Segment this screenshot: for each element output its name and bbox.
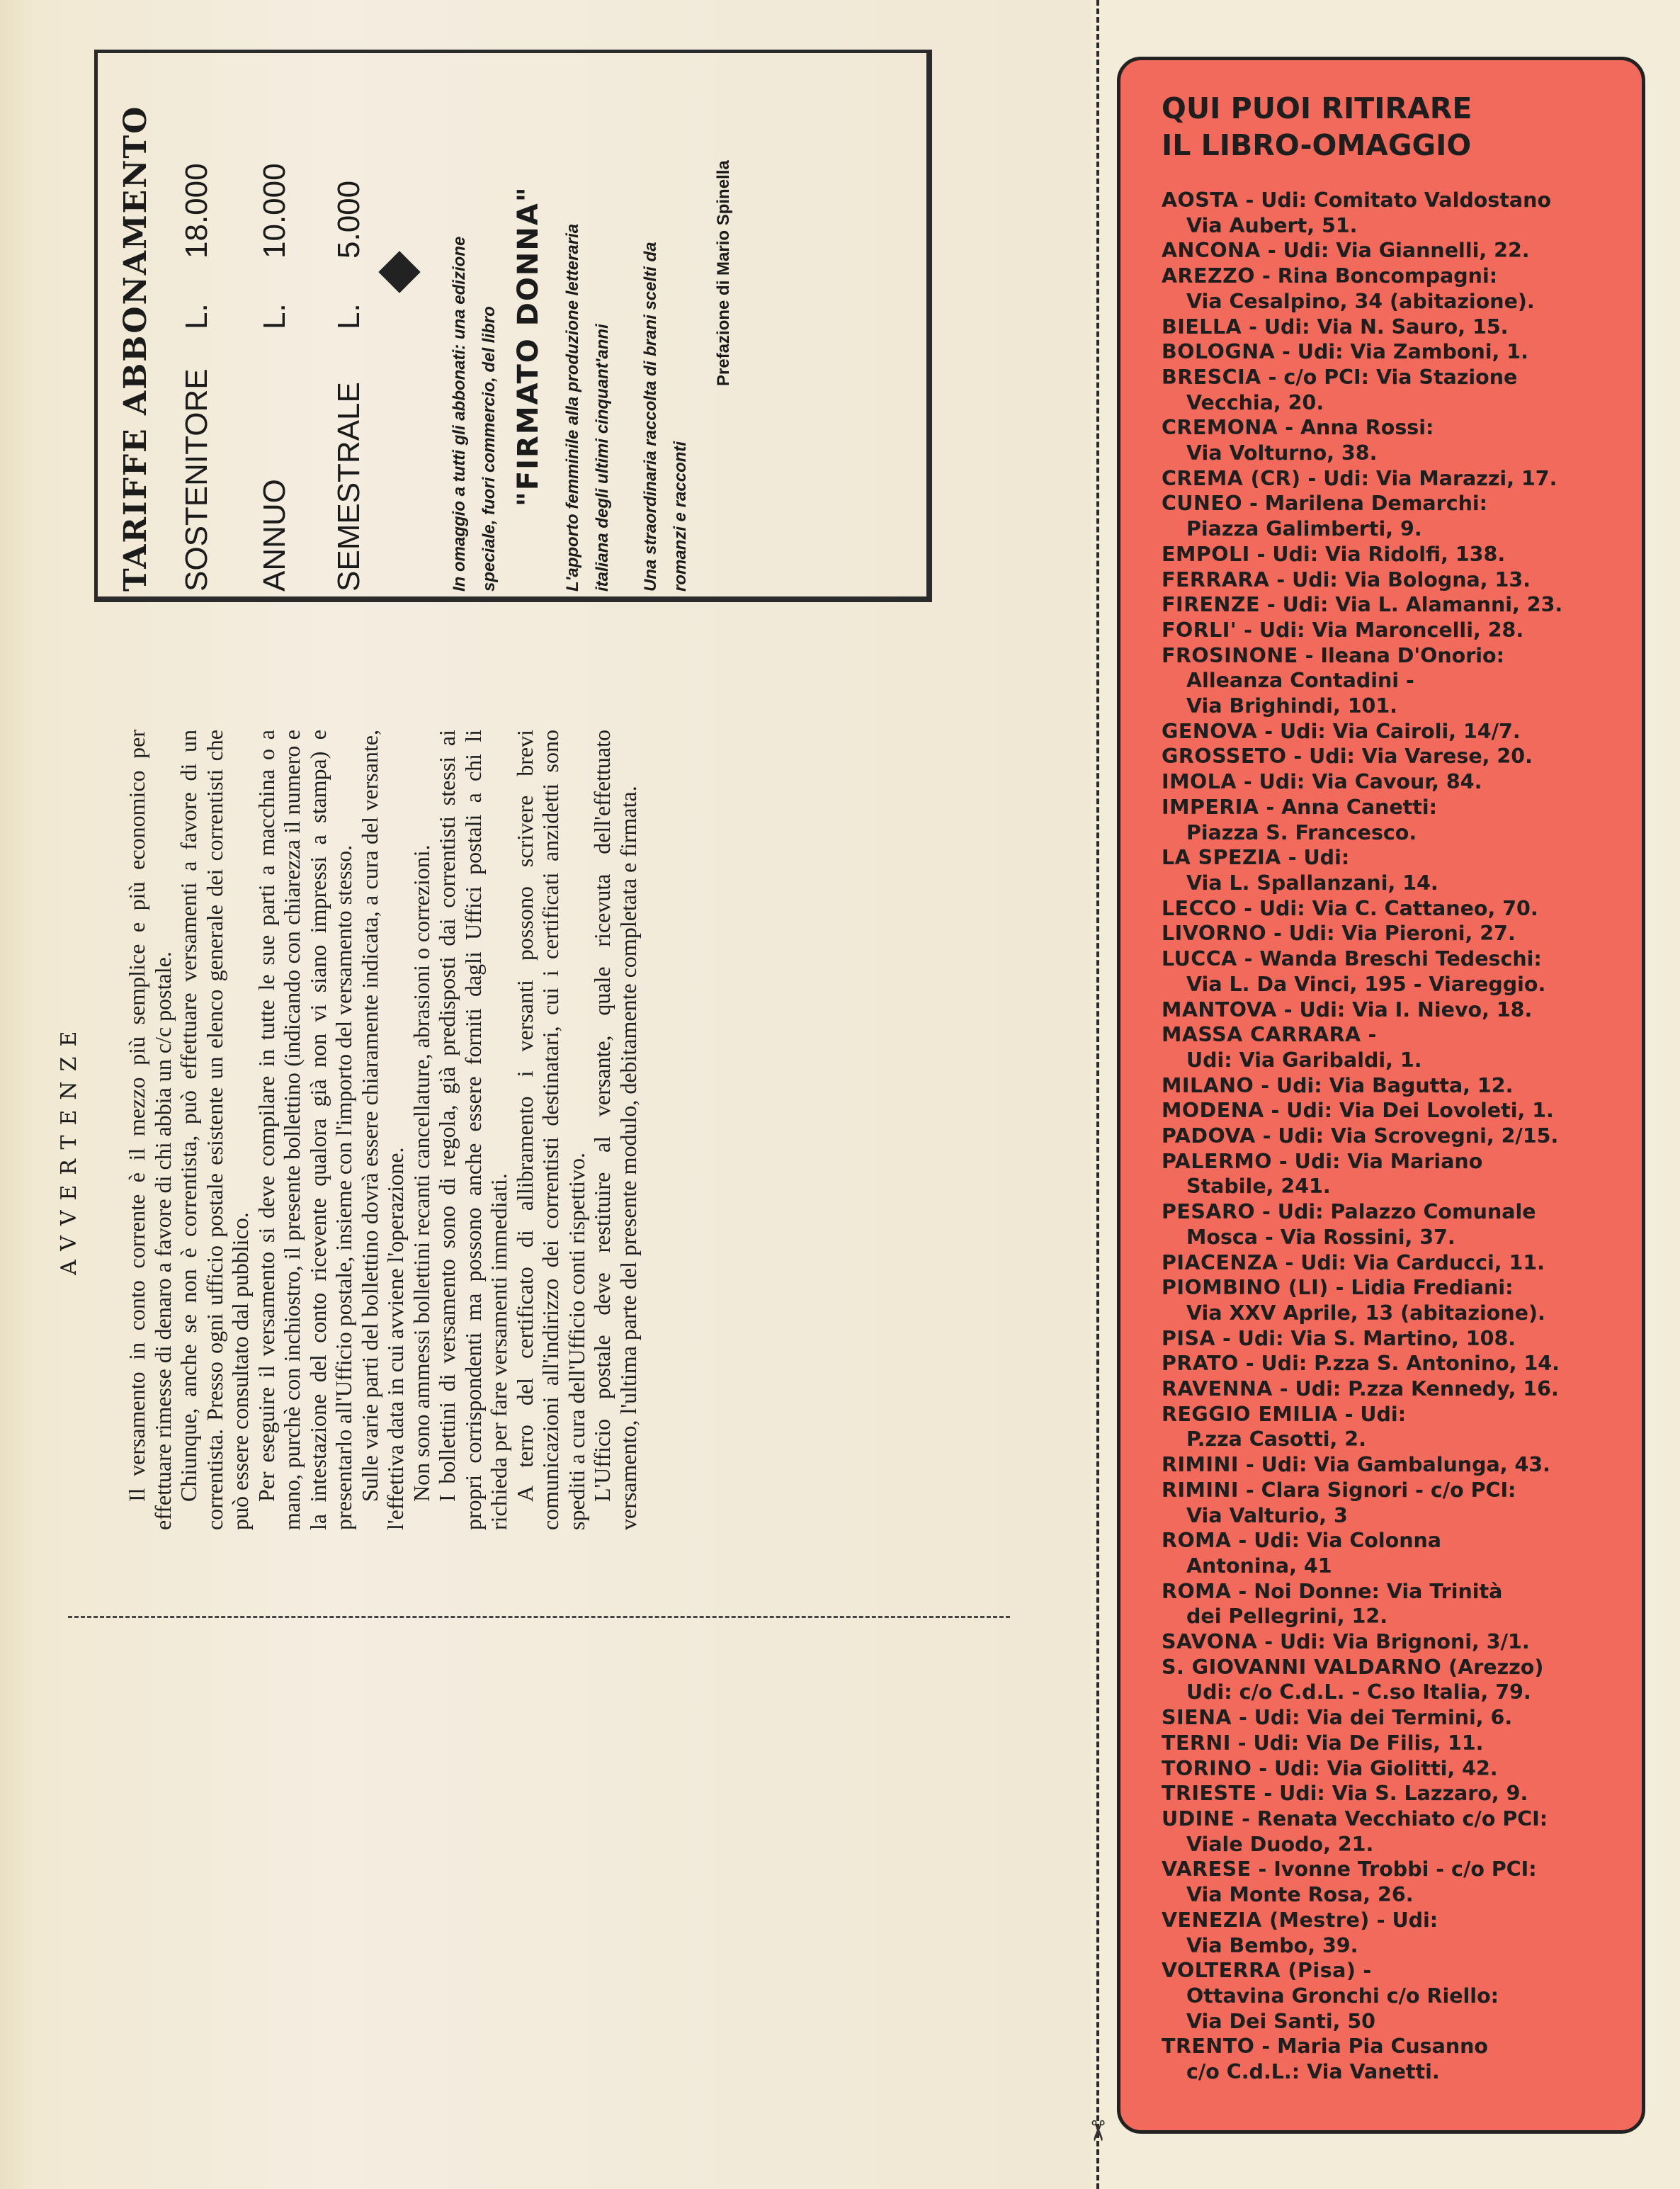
location-entry <box>1162 1705 1643 1731</box>
location-city: PISA <box>1162 1326 1216 1350</box>
location-entry <box>1162 1806 1643 1857</box>
location-city: AREZZO <box>1162 264 1256 288</box>
rate-label: SEMESTRALE <box>331 382 366 592</box>
location-city: FIRENZE <box>1162 593 1260 617</box>
location-address: - Udi: Via Zamboni, 1. <box>1275 340 1528 364</box>
location-entry <box>1162 264 1643 314</box>
location-entry <box>1162 896 1643 922</box>
book-description: italiana degli ultimi cinquant'anni <box>593 324 612 592</box>
rate-currency: L. <box>179 303 214 329</box>
book-description: Una straordinaria raccolta di brani scelti da <box>641 242 660 592</box>
location-address-continued: Udi: c/o C.d.L. - C.so Italia, 79. <box>1186 1680 1531 1704</box>
location-address: - <box>1361 1023 1377 1047</box>
avvertenze-body <box>124 730 641 1530</box>
tariffe-content <box>112 81 933 592</box>
location-city: BOLOGNA <box>1162 340 1276 364</box>
location-address: - Udi: Via dei Termini, 6. <box>1232 1706 1513 1730</box>
location-address: - Anna Rossi: <box>1278 416 1434 440</box>
location-address: - Wanda Breschi Tedeschi: <box>1237 947 1542 971</box>
location-city: LUCCA <box>1162 947 1237 971</box>
location-entry <box>1162 1098 1643 1124</box>
avvertenze-paragraph: Non sono ammessi bollettini recanti cancellature, abrasioni o correzioni. <box>408 844 434 1502</box>
rate-row <box>257 81 300 592</box>
location-city: VENEZIA (Mestre) <box>1162 1908 1370 1932</box>
location-address-continued: Antonina, 41 <box>1186 1554 1332 1578</box>
location-entry <box>1162 365 1643 415</box>
location-city: AOSTA <box>1162 188 1239 212</box>
location-entry <box>1162 1857 1643 1907</box>
location-entry <box>1162 315 1643 340</box>
avvertenze-paragraph: A terro del certificato di allibramento i versanti possono scrivere brevi comunicazioni all'indirizzo dei correntisti destinatari, cui i certificati anzidetti sono spediti a cura dell'Ufficio conti rispettivo. <box>511 730 589 1530</box>
location-address: - Noi Donne: Via Trinità <box>1231 1579 1503 1603</box>
location-address: - Udi: Via Pieroni, 27. <box>1266 922 1516 946</box>
location-address: - Udi: Via Marazzi, 17. <box>1300 466 1557 490</box>
location-address: - Udi: P.zza S. Antonino, 14. <box>1238 1352 1560 1376</box>
location-address: - Udi: <box>1281 846 1350 870</box>
location-address-continued: Piazza S. Francesco. <box>1186 820 1417 844</box>
location-address-continued: Alleanza Contadini - <box>1186 669 1414 693</box>
avvertenze-paragraph: Il versamento in conto corrente è il mezzo più semplice e più economico per effettuare rimesse di denaro a favore di chi abbia un c/c postale. <box>124 730 176 1530</box>
location-city: RIMINI <box>1162 1453 1239 1477</box>
location-address: - Anna Canetti: <box>1259 795 1438 819</box>
book-title: "FIRMATO DONNA" <box>512 186 545 507</box>
location-entry <box>1162 1402 1643 1452</box>
location-address: - Udi: <box>1369 1908 1438 1932</box>
location-address-continued: Via L. Spallanzani, 14. <box>1186 871 1438 895</box>
location-address-continued: Via Valturio, 3 <box>1186 1503 1348 1527</box>
location-address-continued: dei Pellegrini, 12. <box>1186 1605 1388 1629</box>
location-address-continued: Via Aubert, 51. <box>1186 213 1358 237</box>
avvertenze-title: AVVERTENZE <box>57 1021 81 1275</box>
location-entry <box>1162 1756 1643 1782</box>
avvertenze-paragraph: Chiunque, anche se non è correntista, può effettuare versamenti a favore di un correntista. Presso ogni ufficio postale esistente un elenco generale dei correntisti che può essere consultato dal pubblico. <box>176 730 253 1530</box>
location-city: MODENA <box>1162 1099 1264 1123</box>
location-address: - Marilena Demarchi: <box>1242 492 1488 516</box>
location-city: GROSSETO <box>1162 745 1287 769</box>
rate-amount: 18.000 <box>179 163 214 259</box>
location-address: - Udi: Via Giolitti, 42. <box>1252 1756 1498 1780</box>
location-address-continued: Udi: Via Garibaldi, 1. <box>1186 1048 1422 1072</box>
location-address: - Udi: Via Gambalunga, 43. <box>1238 1453 1550 1477</box>
location-city: MASSA CARRARA <box>1162 1023 1361 1047</box>
location-address: - Udi: Via I. Nievo, 18. <box>1276 997 1533 1022</box>
location-entry <box>1162 1478 1643 1528</box>
location-city: LIVORNO <box>1162 922 1267 946</box>
location-entry <box>1162 1022 1643 1073</box>
location-address: - Udi: Via Dei Lovoleti, 1. <box>1264 1099 1554 1123</box>
location-city: PIOMBINO (LI) <box>1162 1276 1329 1300</box>
cut-line-horizontal <box>68 1616 1010 1618</box>
location-entry <box>1162 415 1643 465</box>
location-city: IMOLA <box>1162 770 1237 794</box>
location-city: MANTOVA <box>1162 997 1277 1022</box>
location-address-continued: Via Volturno, 38. <box>1186 441 1378 465</box>
location-entry <box>1162 1124 1643 1149</box>
location-address: - Lidia Frediani: <box>1328 1276 1514 1300</box>
rate-label: SOSTENITORE <box>179 368 214 592</box>
location-city: BIELLA <box>1162 315 1242 339</box>
rate-label: ANNUO <box>257 479 292 592</box>
location-address: - Udi: Via Cairoli, 14/7. <box>1257 719 1521 743</box>
location-entry <box>1162 1275 1643 1325</box>
avvertenze-section <box>57 730 977 1530</box>
location-address-continued: Via Brighindi, 101. <box>1186 694 1398 718</box>
location-city: REGGIO EMILIA <box>1162 1402 1338 1426</box>
location-entry <box>1162 1528 1643 1578</box>
rate-amount: 5.000 <box>331 180 366 259</box>
location-address: - Udi: Via S. Martino, 108. <box>1215 1326 1516 1350</box>
location-address-continued: P.zza Casotti, 2. <box>1186 1427 1366 1452</box>
location-address: - <box>1356 1959 1372 1983</box>
avvertenze-paragraph: Per eseguire il versamento si deve compilare in tutte le sue parti a macchina o a mano, purchè con inchiostro, il presente bollettino (indicando con chiarezza il numero e la intestazione del conto ricevente qualora già non vi siano impressi a stampa) e presentarlo all'Ufficio postale, insieme con l'importo del versamento stesso. <box>253 730 356 1530</box>
location-address: - Udi: Via Bagutta, 12. <box>1254 1073 1514 1097</box>
location-address: - Udi: Via Giannelli, 22. <box>1260 239 1530 263</box>
location-address-continued: Via Dei Santi, 50 <box>1186 2009 1376 2033</box>
diamond-bullet-icon <box>378 251 420 293</box>
location-address-continued: Via Monte Rosa, 26. <box>1186 1883 1414 1907</box>
location-entry <box>1162 466 1643 492</box>
location-city: ROMA <box>1162 1529 1232 1553</box>
location-address-continued: Mosca - Via Rossini, 37. <box>1186 1225 1455 1249</box>
location-city: LA SPEZIA <box>1162 846 1281 870</box>
location-city: ROMA <box>1162 1579 1232 1603</box>
ritiro-title <box>1162 90 1615 164</box>
location-entry <box>1162 997 1643 1023</box>
rate-currency: L. <box>331 303 366 329</box>
avvertenze-paragraph: Sulle varie parti del bollettino dovrà essere chiaramente indicata, a cura del versante, l'effettiva data in cui avviene l'operazione. <box>356 730 408 1530</box>
location-address-continued: Viale Duodo, 21. <box>1186 1832 1374 1856</box>
location-entry <box>1162 845 1643 895</box>
location-entry <box>1162 339 1643 365</box>
location-city: TRIESTE <box>1162 1782 1257 1806</box>
location-entry <box>1162 2034 1643 2084</box>
location-city: GENOVA <box>1162 719 1258 743</box>
location-address: - Udi: Via Varese, 20. <box>1286 745 1533 769</box>
location-city: RAVENNA <box>1162 1377 1273 1401</box>
location-entry <box>1162 1199 1643 1250</box>
location-entry <box>1162 719 1643 745</box>
location-address: - Udi: Via L. Alamanni, 23. <box>1259 593 1563 617</box>
location-city: RIMINI <box>1162 1478 1239 1502</box>
location-city: UDINE <box>1162 1807 1235 1831</box>
omaggio-line: speciale, fuori commercio, del libro <box>479 306 499 592</box>
location-city: VARESE <box>1162 1857 1252 1882</box>
location-city: SIENA <box>1162 1706 1232 1730</box>
location-entry <box>1162 1908 1643 1958</box>
location-city: SAVONA <box>1162 1630 1258 1654</box>
location-city: S. GIOVANNI VALDARNO <box>1162 1655 1442 1679</box>
location-city: TRENTO <box>1162 2035 1255 2059</box>
tariffe-title: TARIFFE ABBONAMENTO <box>118 105 154 592</box>
location-city: FORLI' <box>1162 618 1237 642</box>
location-entry <box>1162 1351 1643 1376</box>
ritiro-panel <box>1117 57 1645 2134</box>
location-entry <box>1162 1149 1643 1199</box>
location-entry <box>1162 1326 1643 1352</box>
location-entry <box>1162 1629 1643 1655</box>
location-city: TORINO <box>1162 1756 1252 1780</box>
location-address: - Udi: Via Ridolfi, 138. <box>1249 542 1506 566</box>
location-address: - Renata Vecchiato c/o PCI: <box>1235 1807 1548 1831</box>
location-city: EMPOLI <box>1162 542 1250 566</box>
location-address-continued: Vecchia, 20. <box>1186 390 1324 414</box>
location-address: - Rina Boncompagni: <box>1255 264 1498 288</box>
location-address: - Udi: Via Colonna <box>1231 1529 1442 1553</box>
omaggio-line: In omaggio a tutti gli abbonati: una edizione <box>450 236 469 592</box>
location-city: VOLTERRA (Pisa) <box>1162 1959 1356 1983</box>
location-address: - Udi: Via C. Cattaneo, 70. <box>1237 896 1538 920</box>
prefazione: Prefazione di Mario Spinella <box>714 160 733 386</box>
rate-currency: L. <box>257 303 292 329</box>
location-address-continued: Ottavina Gronchi c/o Riello: <box>1186 1984 1499 2008</box>
location-address-continued: Piazza Galimberti, 9. <box>1186 517 1422 541</box>
location-city: PRATO <box>1162 1352 1239 1376</box>
location-address: - Maria Pia Cusanno <box>1254 2035 1489 2059</box>
location-address: - Udi: Via De Filis, 11. <box>1230 1731 1484 1755</box>
location-list <box>1162 188 1643 2085</box>
location-address-continued: Via L. Da Vinci, 195 - Viareggio. <box>1186 972 1546 996</box>
location-address: - Udi: Via Mariano <box>1272 1149 1483 1173</box>
location-entry <box>1162 769 1643 795</box>
location-city: PADOVA <box>1162 1124 1256 1148</box>
location-address: - Udi: Via N. Sauro, 15. <box>1242 315 1509 339</box>
location-entry <box>1162 1452 1643 1478</box>
location-city: CREMONA <box>1162 416 1278 440</box>
location-address: - Ivonne Trobbi - c/o PCI: <box>1251 1857 1537 1882</box>
location-address: - Clara Signori - c/o PCI: <box>1238 1478 1516 1502</box>
avvertenze-paragraph: L'Ufficio postale deve restituire al versante, quale ricevuta dell'effettuato versamento, l'ultima parte del presente modulo, debitamente completata e firmata. <box>589 730 641 1530</box>
location-address-continued: c/o C.d.L.: Via Vanetti. <box>1186 2060 1440 2084</box>
location-city: PALERMO <box>1162 1149 1272 1173</box>
rate-amount: 10.000 <box>257 163 292 259</box>
location-entry <box>1162 643 1643 719</box>
location-city: CREMA (CR) <box>1162 466 1301 490</box>
location-address-continued: Via Cesalpino, 34 (abitazione). <box>1186 289 1535 313</box>
book-description: L'apporto femminile alla produzione letteraria <box>563 223 582 592</box>
location-city: FROSINONE <box>1162 643 1298 667</box>
location-city: TERNI <box>1162 1731 1231 1755</box>
location-address: - Udi: Via S. Lazzaro, 9. <box>1256 1782 1528 1806</box>
location-entry <box>1162 1250 1643 1276</box>
location-address: - Udi: Via Brignoni, 3/1. <box>1257 1630 1530 1654</box>
location-entry <box>1162 567 1643 593</box>
location-address: - Udi: Via Carducci, 11. <box>1278 1250 1545 1274</box>
location-entry <box>1162 744 1643 769</box>
location-address: - Udi: Comitato Valdostano <box>1238 188 1552 212</box>
location-entry <box>1162 1579 1643 1629</box>
location-entry <box>1162 946 1643 997</box>
location-entry <box>1162 618 1643 643</box>
ritiro-title-line: IL LIBRO-OMAGGIO <box>1162 128 1472 162</box>
location-address: - Udi: Via Scrovegni, 2/15. <box>1255 1124 1559 1148</box>
location-address: (Arezzo) <box>1441 1655 1544 1679</box>
location-entry <box>1162 795 1643 845</box>
location-entry <box>1162 1655 1643 1705</box>
book-description: romanzi e racconti <box>671 441 690 592</box>
location-city: CUNEO <box>1162 492 1243 516</box>
location-address: - Udi: Palazzo Comunale <box>1255 1200 1536 1224</box>
location-address: - Ileana D'Onorio: <box>1298 643 1505 667</box>
location-address-continued: Stabile, 241. <box>1186 1175 1331 1199</box>
location-city: ANCONA <box>1162 239 1261 263</box>
location-address: - Udi: Via Maroncelli, 28. <box>1237 618 1524 642</box>
location-entry <box>1162 1958 1643 2034</box>
location-entry <box>1162 592 1643 618</box>
location-entry <box>1162 1073 1643 1099</box>
location-city: PIACENZA <box>1162 1250 1278 1274</box>
location-address: - Udi: Via Bologna, 13. <box>1269 567 1531 592</box>
location-city: BRESCIA <box>1162 365 1261 389</box>
location-address: - Udi: Via Cavour, 84. <box>1236 770 1482 794</box>
location-address: - Udi: <box>1337 1402 1407 1426</box>
rate-row <box>179 81 222 592</box>
location-entry <box>1162 238 1643 264</box>
location-entry <box>1162 491 1643 541</box>
avvertenze-paragraph: I bollettini di versamento sono di regola, già predisposti dai correntisti stessi ai propri corrispondenti ma possono anche essere forniti dagli Uffici postali a chi li richieda per fare versamenti immediati. <box>434 730 511 1530</box>
location-address-continued: Via XXV Aprile, 13 (abitazione). <box>1186 1301 1545 1325</box>
location-city: LECCO <box>1162 896 1237 920</box>
location-entry <box>1162 921 1643 946</box>
location-address-continued: Via Bembo, 39. <box>1186 1933 1358 1957</box>
tariffe-box <box>94 50 932 602</box>
location-entry <box>1162 188 1643 238</box>
ritiro-title-line: QUI PUOI RITIRARE <box>1162 91 1472 125</box>
location-city: FERRARA <box>1162 567 1270 592</box>
location-entry <box>1162 1731 1643 1756</box>
location-address: - Udi: P.zza Kennedy, 16. <box>1272 1377 1559 1401</box>
location-entry <box>1162 542 1643 567</box>
location-entry <box>1162 1376 1643 1402</box>
location-city: PESARO <box>1162 1200 1256 1224</box>
location-city: IMPERIA <box>1162 795 1259 819</box>
location-address: - c/o PCI: Via Stazione <box>1261 365 1518 389</box>
location-city: MILANO <box>1162 1073 1254 1097</box>
scissors-icon: ✂ <box>1080 2119 1113 2143</box>
cut-line-vertical <box>1096 0 1099 2189</box>
rate-row <box>331 81 374 592</box>
location-entry <box>1162 1781 1643 1806</box>
